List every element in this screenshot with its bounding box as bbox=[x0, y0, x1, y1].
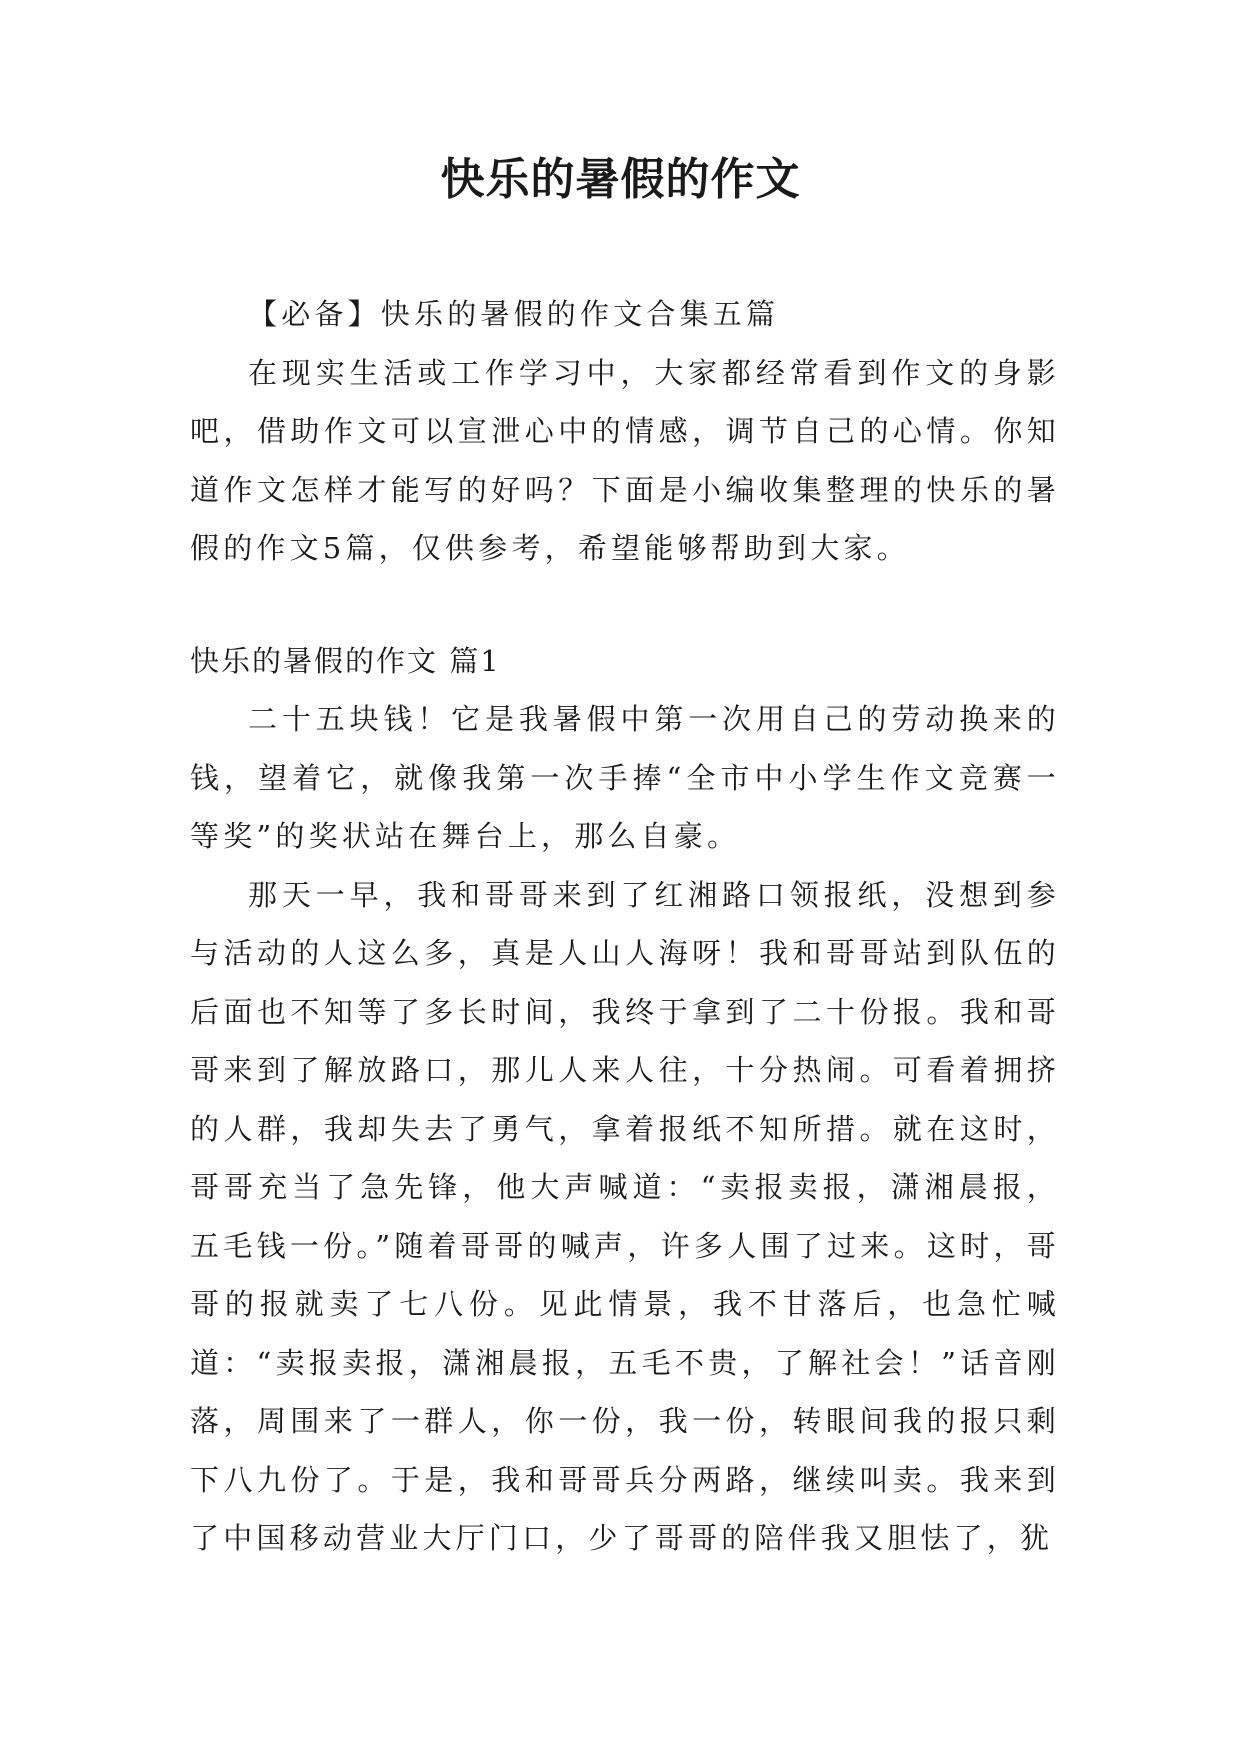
body-paragraph: 那天一早，我和哥哥来到了红湘路口领报纸，没想到参与活动的人这么多，真是人山人海呀！我和哥哥站到队伍的后面也不知等了多长时间，我终于拿到了二十份报。我和哥哥来到了解放路口，那儿人来人往，十分热闹。可看着拥挤的人群，我却失去了勇气，拿着报纸不知所措。就在这时，哥哥充当了急先锋，他大声喊道：“卖报卖报，潇湘晨报，五毛钱一份。”随着哥哥的喊声，许多人围了过来。这时，哥哥的报就卖了七八份。见此情景，我不甘落后，也急忙喊道：“卖报卖报，潇湘晨报，五毛不贵，了解社会！”话音刚落，周围来了一群人，你一份，我一份，转眼间我的报只剩下八九份了。于是，我和哥哥兵分两路，继续叫卖。我来到了中国移动营业大厅门口，少了哥哥的陪伴我又胆怯了，犹 bbox=[190, 877, 1060, 1555]
document-title: 快乐的暑假的作文 bbox=[440, 154, 801, 205]
intro-subtitle: 【必备】快乐的暑假的作文合集五篇 bbox=[248, 297, 780, 331]
section-heading: 快乐的暑假的作文 篇1 bbox=[190, 643, 501, 678]
body-paragraph: 二十五块钱！它是我暑假中第一次用自己的劳动换来的钱，望着它，就像我第一次手捧“全市中小学生作文竞赛一等奖”的奖状站在舞台上，那么自豪。 bbox=[190, 702, 1060, 853]
intro-paragraph: 在现实生活或工作学习中，大家都经常看到作文的身影吧，借助作文可以宣泄心中的情感，调节自己的心情。你知道作文怎样才能写的好吗？下面是小编收集整理的快乐的暑假的作文5篇，仅供参考，希望能够帮助到大家。 bbox=[190, 355, 1060, 565]
document-body bbox=[190, 285, 1060, 1568]
